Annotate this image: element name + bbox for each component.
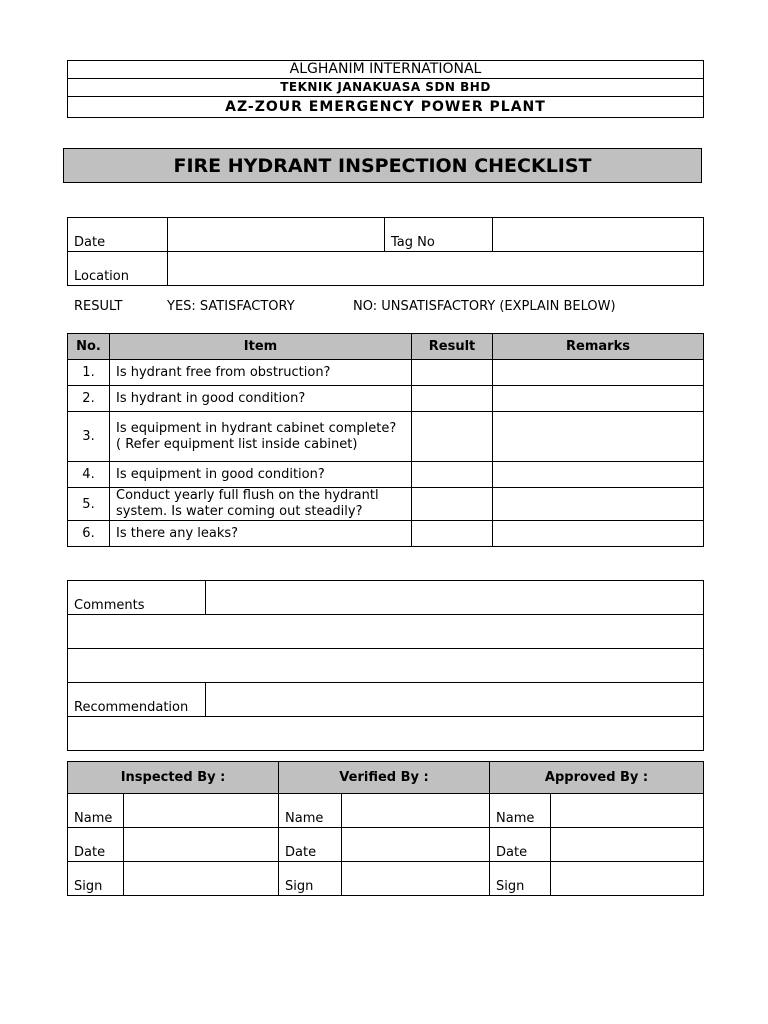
row-number: 6. <box>68 521 110 547</box>
table-row <box>68 386 704 412</box>
comments-label: Comments <box>68 581 206 615</box>
row-remarks-cell[interactable] <box>493 462 704 488</box>
row-item: Is hydrant free from obstruction? <box>110 360 412 386</box>
inspector-name-field[interactable] <box>124 794 279 828</box>
table-row <box>68 412 704 462</box>
inspector-date-field[interactable] <box>124 828 279 862</box>
row-result-cell[interactable] <box>412 412 493 462</box>
column-header-no: No. <box>68 334 110 360</box>
column-header-remarks: Remarks <box>493 334 704 360</box>
verifier-date-label: Date <box>279 828 342 862</box>
row-item: Is there any leaks? <box>110 521 412 547</box>
comments-line[interactable] <box>68 615 704 649</box>
row-number: 1. <box>68 360 110 386</box>
verifier-name-field[interactable] <box>342 794 490 828</box>
recommendation-label: Recommendation <box>68 683 206 717</box>
row-remarks-cell[interactable] <box>493 521 704 547</box>
inspector-sign-field[interactable] <box>124 862 279 896</box>
location-label: Location <box>68 252 168 286</box>
column-header-result: Result <box>412 334 493 360</box>
table-row <box>68 488 704 521</box>
comments-line[interactable] <box>68 649 704 683</box>
signoff-table <box>67 761 704 896</box>
row-remarks-cell[interactable] <box>493 412 704 462</box>
tag-no-field[interactable] <box>493 218 704 252</box>
approver-name-label: Name <box>490 794 551 828</box>
inspected-by-header: Inspected By : <box>68 762 279 794</box>
recommendation-line[interactable] <box>68 717 704 751</box>
approver-sign-label: Sign <box>490 862 551 896</box>
row-result-cell[interactable] <box>412 521 493 547</box>
approved-by-header: Approved By : <box>490 762 704 794</box>
verified-by-header: Verified By : <box>279 762 490 794</box>
result-label: RESULT <box>74 299 123 314</box>
row-number: 3. <box>68 412 110 462</box>
comments-table <box>67 580 704 751</box>
checklist-table <box>67 333 704 547</box>
inspector-date-label: Date <box>68 828 124 862</box>
row-number: 5. <box>68 488 110 521</box>
tag-no-label: Tag No <box>385 218 493 252</box>
row-item: Conduct yearly full flush on the hydrantl system. Is water coming out steadily? <box>110 488 412 521</box>
row-result-cell[interactable] <box>412 386 493 412</box>
row-result-cell[interactable] <box>412 360 493 386</box>
document-title: FIRE HYDRANT INSPECTION CHECKLIST <box>63 148 702 183</box>
inspector-sign-label: Sign <box>68 862 124 896</box>
table-row <box>68 462 704 488</box>
table-row <box>68 521 704 547</box>
row-item: Is hydrant in good condition? <box>110 386 412 412</box>
row-item: Is equipment in hydrant cabinet complete? ( Refer equipment list inside cabinet) <box>110 412 412 462</box>
row-result-cell[interactable] <box>412 462 493 488</box>
date-field[interactable] <box>168 218 385 252</box>
row-remarks-cell[interactable] <box>493 488 704 521</box>
verifier-sign-field[interactable] <box>342 862 490 896</box>
row-number: 4. <box>68 462 110 488</box>
result-no-legend: NO: UNSATISFACTORY (EXPLAIN BELOW) <box>353 299 616 314</box>
column-header-item: Item <box>110 334 412 360</box>
subcompany-name: TEKNIK JANAKUASA SDN BHD <box>68 79 704 97</box>
date-label: Date <box>68 218 168 252</box>
approver-date-field[interactable] <box>551 828 704 862</box>
company-name: ALGHANIM INTERNATIONAL <box>68 61 704 79</box>
recommendation-field[interactable] <box>206 683 704 717</box>
approver-date-label: Date <box>490 828 551 862</box>
row-result-cell[interactable] <box>412 488 493 521</box>
result-yes-legend: YES: SATISFACTORY <box>167 299 295 314</box>
location-field[interactable] <box>168 252 704 286</box>
row-remarks-cell[interactable] <box>493 386 704 412</box>
verifier-date-field[interactable] <box>342 828 490 862</box>
row-item: Is equipment in good condition? <box>110 462 412 488</box>
row-remarks-cell[interactable] <box>493 360 704 386</box>
header-block <box>67 60 704 118</box>
approver-sign-field[interactable] <box>551 862 704 896</box>
inspector-name-label: Name <box>68 794 124 828</box>
row-number: 2. <box>68 386 110 412</box>
verifier-sign-label: Sign <box>279 862 342 896</box>
plant-name: AZ-ZOUR EMERGENCY POWER PLANT <box>68 97 704 118</box>
table-row <box>68 360 704 386</box>
comments-field[interactable] <box>206 581 704 615</box>
verifier-name-label: Name <box>279 794 342 828</box>
info-table <box>67 217 704 286</box>
approver-name-field[interactable] <box>551 794 704 828</box>
